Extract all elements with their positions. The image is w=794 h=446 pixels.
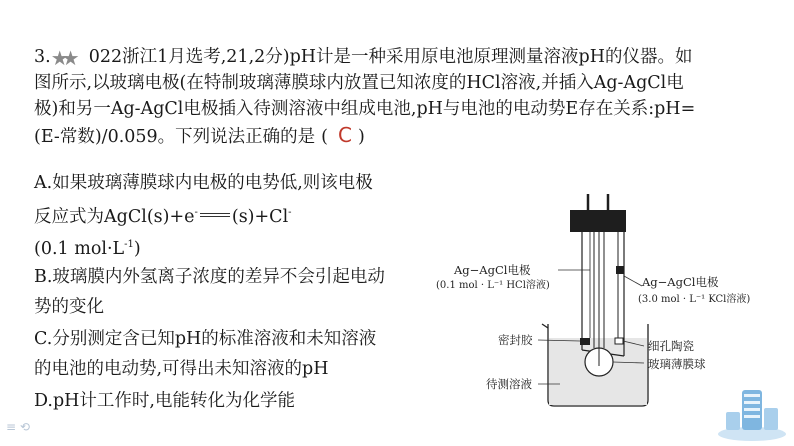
option-c-line-2: 的电池的电动势,可得出未知溶液的pH [34, 359, 329, 379]
question-line-4 [34, 122, 365, 150]
difficulty-stars-icon: ★★ [50, 46, 73, 70]
answer-paren-open: ( [321, 127, 328, 147]
option-a-line-1: A.如果玻璃薄膜球内电极的电势低,则该电极 [34, 173, 373, 193]
question-line-3: 极)和另一Ag-AgCl电极插入待测溶液中组成电池,pH与电池的电动势E存在关系:pH= [34, 99, 696, 119]
seal-glue [580, 338, 590, 345]
answer-paren-close: ) [357, 127, 365, 147]
question-number: 3. [34, 47, 51, 67]
option-a-line-2 [34, 200, 292, 230]
equals-sign-icon [200, 213, 230, 217]
answer-letter: C [338, 123, 352, 147]
meter-head [570, 210, 626, 232]
electron-charge: - [194, 207, 198, 218]
option-a-concentration: (0.1 mol·L [34, 239, 125, 259]
option-b-line-2: 势的变化 [34, 297, 104, 317]
left-electrode-label: Ag−AgCl电极 [454, 263, 531, 277]
question-text-end: (E-常数)/0.059。下列说法正确的是 [34, 127, 316, 147]
option-d-line-1: D.pH计工作时,电能转化为化学能 [34, 391, 295, 411]
ceramic-label: 细孔陶瓷 [648, 339, 694, 353]
option-a-close-paren: ) [133, 239, 141, 259]
question-line-1 [34, 44, 693, 73]
option-c-line-1: C.分别测定含已知pH的标准溶液和未知溶液 [34, 329, 377, 349]
membrane-label: 玻璃薄膜球 [648, 357, 706, 371]
unit-exponent: -1 [124, 239, 134, 250]
building-decoration-icon [716, 382, 788, 442]
left-electrode-solution: (0.1 mol · L⁻¹ HCl溶液) [436, 280, 550, 291]
question-line-2: 图所示,以玻璃电极(在特制玻璃薄膜球内放置已知浓度的HCl溶液,并插入Ag-AgCl电 [34, 73, 684, 93]
option-a-equation-left: 反应式为AgCl(s)+e [34, 207, 195, 227]
option-b-line-1: B.玻璃膜内外氢离子浓度的差异不会引起电动 [34, 267, 385, 287]
fine-ceramic [615, 338, 623, 344]
option-a-equation-right: (s)+Cl [231, 207, 289, 227]
right-electrode-solution: (3.0 mol · L⁻¹ KCl溶液) [638, 294, 751, 305]
right-electrode-label: Ag−AgCl电极 [642, 275, 719, 289]
solution-label: 待测溶液 [486, 377, 532, 391]
seal-label: 密封胶 [498, 333, 533, 347]
slide-nav-icon[interactable]: ≡ ⟲ [6, 420, 30, 434]
option-a-line-3 [34, 232, 141, 262]
question-source: 022浙江1月选考,21,2分)pH计是一种采用原电池原理测量溶液pH的仪器。如 [88, 47, 693, 67]
chloride-charge: - [288, 207, 292, 218]
